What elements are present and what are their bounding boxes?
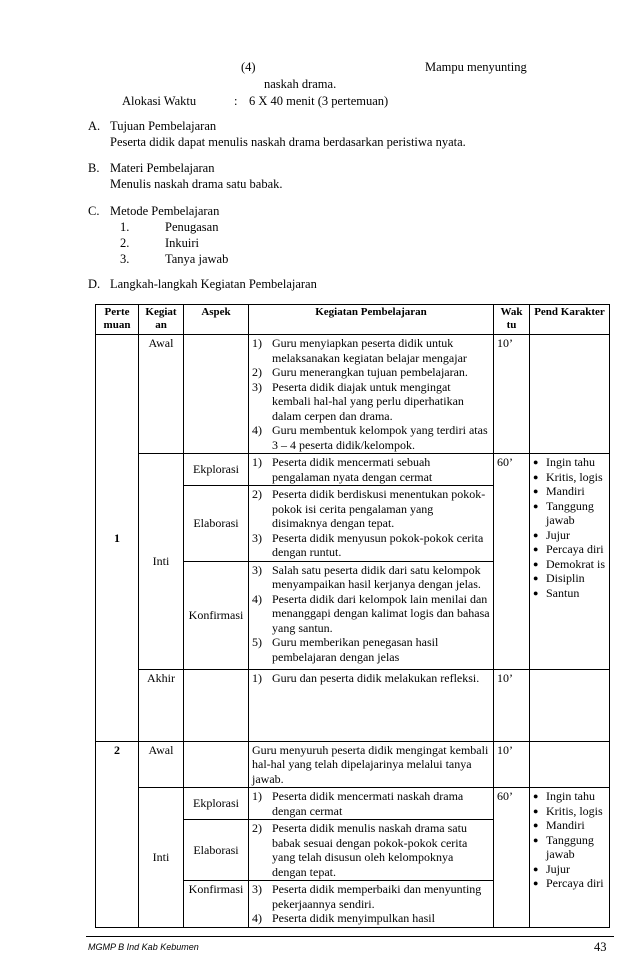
list-item [252,487,490,531]
karakter-cell [530,335,610,454]
kegiatan-cell [249,561,494,669]
aspek-cell: Ekplorasi [184,788,249,820]
item-num: 1) [252,789,262,803]
karakter-text: Demokrat is [546,556,605,571]
item-num: 4) [252,423,262,437]
indicator-text: Mampu menyunting [425,60,527,74]
page-number: 43 [594,940,607,954]
table-header-row [96,305,610,335]
karakter-cell [530,454,610,670]
item-num: 2) [252,365,262,379]
waktu-cell: 60’ [494,454,530,670]
kegiatan-cell [249,881,494,928]
item-text: Salah satu peserta didik dari satu kelompok menyampaikan hasil kerjanya dengan jelas. [272,562,481,591]
waktu-cell: 10’ [494,669,530,741]
item-num: 5) [252,635,262,649]
header-pend-karakter: Pend Karakter [530,305,610,335]
footer-text: MGMP B Ind Kab Kebumen [88,942,199,952]
item-num: 1) [252,455,262,469]
item-text: Peserta didik menulis naskah drama satu babak sesuai dengan pokok-pokok cerita yang telah disusun oleh kelompoknya dengan tepat. [272,821,468,879]
method-item-num: 3. [120,252,130,266]
meeting-number: 1 [96,335,139,742]
item-text: Peserta didik menyusun pokok-pokok cerita dengan runtut. [272,530,484,559]
section-title: Materi Pembelajaran [110,161,215,175]
bullet-icon: ● [533,834,539,845]
item-text: Peserta didik memperbaiki dan menyunting pekerjaannya sendiri. [272,882,482,911]
list-item [252,365,490,380]
karakter-cell [530,741,610,788]
header-pertemuan: Perte muan [96,305,139,335]
table-row [96,669,610,741]
karakter-text: Ingin tahu [546,455,595,469]
karakter-text: Santun [546,585,580,600]
karakter-text: Tanggung jawab [546,832,594,861]
item-num: 3) [252,882,262,896]
header-aspek: Aspek [184,305,249,335]
table-row [96,741,610,788]
kegiatan-cell: Guru menyuruh peserta didik mengingat kembali hal-hal yang telah dipelajarinya melalui tanya jawab. [249,741,494,788]
list-item [252,380,490,424]
karakter-text: Jujur [546,861,570,876]
bullet-icon: ● [533,529,539,540]
aspek-cell [184,335,249,454]
aspek-cell: Konfirmasi [184,881,249,928]
item-text: Guru menerangkan tujuan pembelajaran. [272,365,468,379]
table-row [96,335,610,454]
activity-table [95,304,610,928]
list-item [252,455,490,484]
kegiatan-label: Awal [139,335,184,454]
kegiatan-cell [249,669,494,741]
item-num: 4) [252,591,262,606]
kegiatan-cell [249,454,494,486]
karakter-text: Mandiri [546,484,585,498]
section-body: Menulis naskah drama satu babak. [110,177,283,191]
karakter-cell [530,788,610,928]
bullet-icon: ● [533,863,539,874]
waktu-cell: 10’ [494,741,530,788]
karakter-text: Mandiri [546,818,585,832]
header-waktu: Wak tu [494,305,530,335]
karakter-text: Percaya diri [546,542,604,556]
list-item [252,911,490,926]
section-title: Langkah-langkah Kegiatan Pembelajaran [110,277,317,291]
list-item [533,571,606,586]
list-item [533,804,606,819]
item-num: 4) [252,911,262,925]
kegiatan-label: Inti [139,788,184,928]
list-item [533,499,606,528]
list-item [252,882,490,911]
waktu-cell: 60’ [494,788,530,928]
header-kegiatan-pembelajaran: Kegiatan Pembelajaran [249,305,494,335]
list-item [533,876,606,891]
item-text: Peserta didik mencermati sebuah pengalaman nyata dengan cermat [272,455,433,484]
section-letter: D. [88,277,101,291]
item-text: Guru menyiapkan peserta didik untuk melaksanakan kegiatan belajar mengajar [272,336,467,365]
method-item-text: Inkuiri [165,236,200,250]
alloc-label: Alokasi Waktu [122,94,197,108]
item-num: 1) [252,336,262,350]
list-item [533,470,606,485]
kegiatan-label: Inti [139,454,184,670]
item-num: 2) [252,821,262,835]
waktu-cell: 10’ [494,335,530,454]
item-num: 1) [252,670,262,685]
item-num: 3) [252,379,262,394]
kegiatan-cell [249,486,494,562]
item-text: Peserta didik dari kelompok lain menilai dan menanggapi dengan kalimat logis dan bahasa yang santun. [272,591,490,635]
alloc-value: 6 X 40 menit (3 pertemuan) [249,94,389,108]
method-item-num: 1. [120,220,130,234]
aspek-cell [184,669,249,741]
list-item [252,592,490,636]
list-item [252,563,490,592]
list-item [533,455,606,470]
header-kegiatan: Kegiat an [139,305,184,335]
list-item [533,862,606,877]
section-letter: A. [88,119,101,133]
bullet-icon: ● [533,805,539,816]
item-text: Guru memberikan penegasan hasil pembelajaran dengan jelas [272,635,439,664]
list-item [252,336,490,365]
method-item-text: Tanya jawab [165,252,229,266]
karakter-text: Jujur [546,527,570,542]
list-item [252,671,490,686]
indicator-number: (4) [241,60,256,74]
bullet-icon: ● [533,457,539,467]
list-item [252,531,490,560]
section-letter: B. [88,161,100,175]
kegiatan-label: Akhir [139,669,184,741]
aspek-cell: Elaborasi [184,820,249,881]
karakter-text: Kritis, logis [546,469,603,484]
aspek-cell: Konfirmasi [184,561,249,669]
section-body: Peserta didik dapat menulis naskah drama berdasarkan peristiwa nyata. [110,135,466,149]
item-num: 3) [252,530,262,545]
item-num: 3) [252,562,262,577]
list-item [533,484,606,499]
list-item [252,789,490,818]
karakter-text: Ingin tahu [546,789,595,803]
bullet-icon: ● [533,791,539,801]
kegiatan-cell [249,788,494,820]
bullet-icon: ● [533,820,539,830]
karakter-text: Percaya diri [546,876,604,890]
kegiatan-cell [249,335,494,454]
karakter-text: Kritis, logis [546,803,603,818]
table-row [96,788,610,820]
section-title: Metode Pembelajaran [110,204,220,218]
section-letter: C. [88,204,100,218]
item-text: Peserta didik menyimpulkan hasil [272,911,435,925]
bullet-icon: ● [533,471,539,482]
karakter-text: Tanggung jawab [546,498,594,527]
list-item [252,423,490,452]
bullet-icon: ● [533,587,539,598]
bullet-icon: ● [533,573,539,583]
karakter-cell [530,669,610,741]
list-item [533,818,606,833]
item-text: Peserta didik mencermati naskah drama dengan cermat [272,789,464,818]
kegiatan-label: Awal [139,741,184,788]
list-item [533,557,606,572]
bullet-icon: ● [533,558,539,569]
section-title: Tujuan Pembelajaran [110,119,217,133]
list-item [533,833,606,862]
item-text: Guru dan peserta didik melakukan refleksi. [272,670,480,685]
list-item [533,528,606,543]
list-item [252,635,490,664]
meeting-number: 2 [96,741,139,927]
alloc-sep: : [234,94,238,108]
bullet-icon: ● [533,500,539,511]
aspek-cell [184,741,249,788]
bullet-icon: ● [533,544,539,554]
bullet-icon: ● [533,486,539,496]
table-row [96,454,610,486]
list-item [533,586,606,601]
item-text: Guru membentuk kelompok yang terdiri atas 3 – 4 peserta didik/kelompok. [272,423,488,452]
aspek-cell: Ekplorasi [184,454,249,486]
kegiatan-cell [249,820,494,881]
aspek-cell: Elaborasi [184,486,249,562]
list-item [533,542,606,557]
list-item [533,789,606,804]
item-text: Peserta didik berdiskusi menentukan pokok-pokok isi cerita pengalaman yang disimaknya dengan tepat. [272,487,486,530]
karakter-text: Disiplin [546,571,585,585]
indicator-text-cont: naskah drama. [264,77,337,91]
list-item [252,821,490,879]
bullet-icon: ● [533,878,539,888]
item-text: Peserta didik diajak untuk mengingat kembali hal-hal yang perlu diperhatikan dalam cerpen dan drama. [272,379,464,423]
footer-divider [86,936,614,937]
method-item-text: Penugasan [165,220,219,234]
item-num: 2) [252,487,262,501]
method-item-num: 2. [120,236,130,250]
